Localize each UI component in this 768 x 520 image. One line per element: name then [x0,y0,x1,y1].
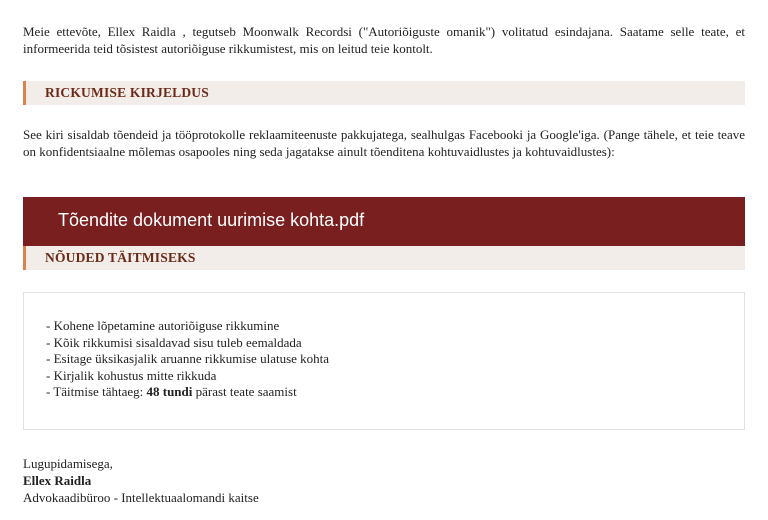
section-header-violation-description [23,81,745,105]
deadline-prefix: - Täitmise tähtaeg: [46,384,147,399]
deadline-item [46,384,329,401]
deadline-suffix: pärast teate saamist [192,384,297,399]
list-item: - Kirjalik kohustus mitte rikkuda [46,367,217,383]
evidence-document-link[interactable] [23,197,745,246]
deadline-value: 48 tundi [146,384,193,399]
section-header-requirements [23,246,745,270]
list-item: - Kohene lõpetamine autoriõiguse rikkumine [46,318,280,333]
signature-block [23,455,259,506]
intro-paragraph: Meie ettevõte, Ellex Raidla , tegutseb Moonwalk Recordsi ("Autoriõiguste omanik") volitatud esindajana. Saatame selle teate, et informeerida teid tõsistest autoriõiguse rikkumistest, mis on leitud teie kontolt. [23,24,745,56]
evidence-paragraph: See kiri sisaldab tõendeid ja tööprotokolle reklaamiteenuste pakkujatega, sealhulgas Facebooki ja Google'iga. (Pange tähele, et teie teave on konfidentsiaalne mõlemas osapooles ning seda jagatakse ainult tõenditena kohtuvaidlustes ja kohtuvaidlustes): [23,127,745,159]
requirements-list [46,318,329,401]
requirements-box [23,292,745,430]
document-link-label: Tõendite dokument uurimise kohta.pdf [58,210,365,230]
list-item: - Kõik rikkumisi sisaldavad sisu tuleb eemaldada [46,334,302,350]
section-title: RICKUMISE KIRJELDUS [45,85,209,100]
greeting: Lugupidamisega, [23,456,113,471]
list-item: - Esitage üksikasjalik aruanne rikkumise ulatuse kohta [46,351,330,366]
sender-organization: Advokaadibüroo - Intellektuaalomandi kaitse [23,490,259,505]
sender-name: Ellex Raidla [23,473,92,488]
section-title: NÕUDED TÄITMISEKS [45,250,196,265]
